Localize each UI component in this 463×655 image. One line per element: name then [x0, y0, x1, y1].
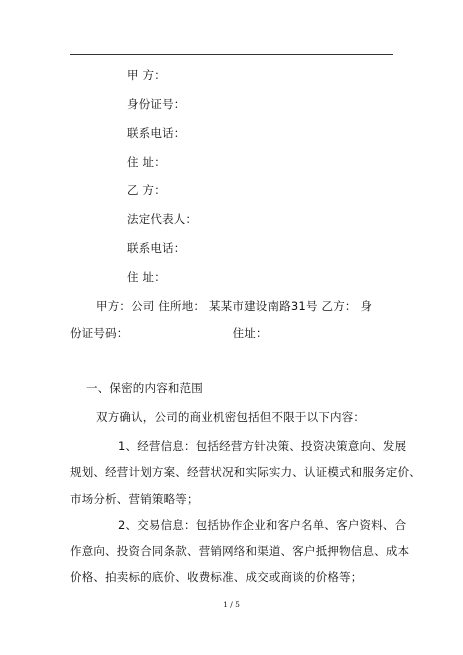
page-number: 1 / 5: [223, 600, 240, 609]
item2-line2: 作意向、投资合同条款、营销网络和渠道、客户抵押物信息、成本: [70, 544, 410, 558]
field-party-a: 甲 方：: [127, 68, 166, 82]
field-address-b: 住 址：: [127, 270, 166, 284]
section-heading: 一、保密的内容和范围: [86, 381, 203, 395]
section-intro: 双方确认，公司的商业机密包括但不限于以下内容：: [96, 410, 366, 424]
field-legal-rep: 法定代表人：: [127, 212, 198, 226]
item2-line3: 价格、拍卖标的底价、收费标准、成交或商谈的价格等；: [70, 570, 363, 584]
field-phone-b: 联系电话：: [127, 241, 186, 255]
field-id-number: 身份证号：: [127, 97, 186, 111]
field-address-a: 住 址：: [127, 155, 166, 169]
party-line-2: 份证号码： 住址：: [70, 326, 268, 340]
field-phone-a: 联系电话：: [127, 126, 186, 140]
header-rule: [70, 54, 393, 55]
item1-line3: 市场分析、营销策略等；: [70, 492, 199, 506]
field-party-b: 乙 方：: [127, 183, 166, 197]
item2-line1: 2、交易信息：包括协作企业和客户名单、客户资料、合: [118, 518, 407, 532]
item1-line1: 1、经营信息：包括经营方针决策、投资决策意向、发展: [118, 439, 407, 453]
item1-line2: 规划、经营计划方案、经营状况和实际实力、认证模式和服务定价、: [70, 465, 421, 479]
party-line-1: 甲方：公司 住所地： 某某市建设南路31号 乙方： 身: [96, 299, 373, 313]
